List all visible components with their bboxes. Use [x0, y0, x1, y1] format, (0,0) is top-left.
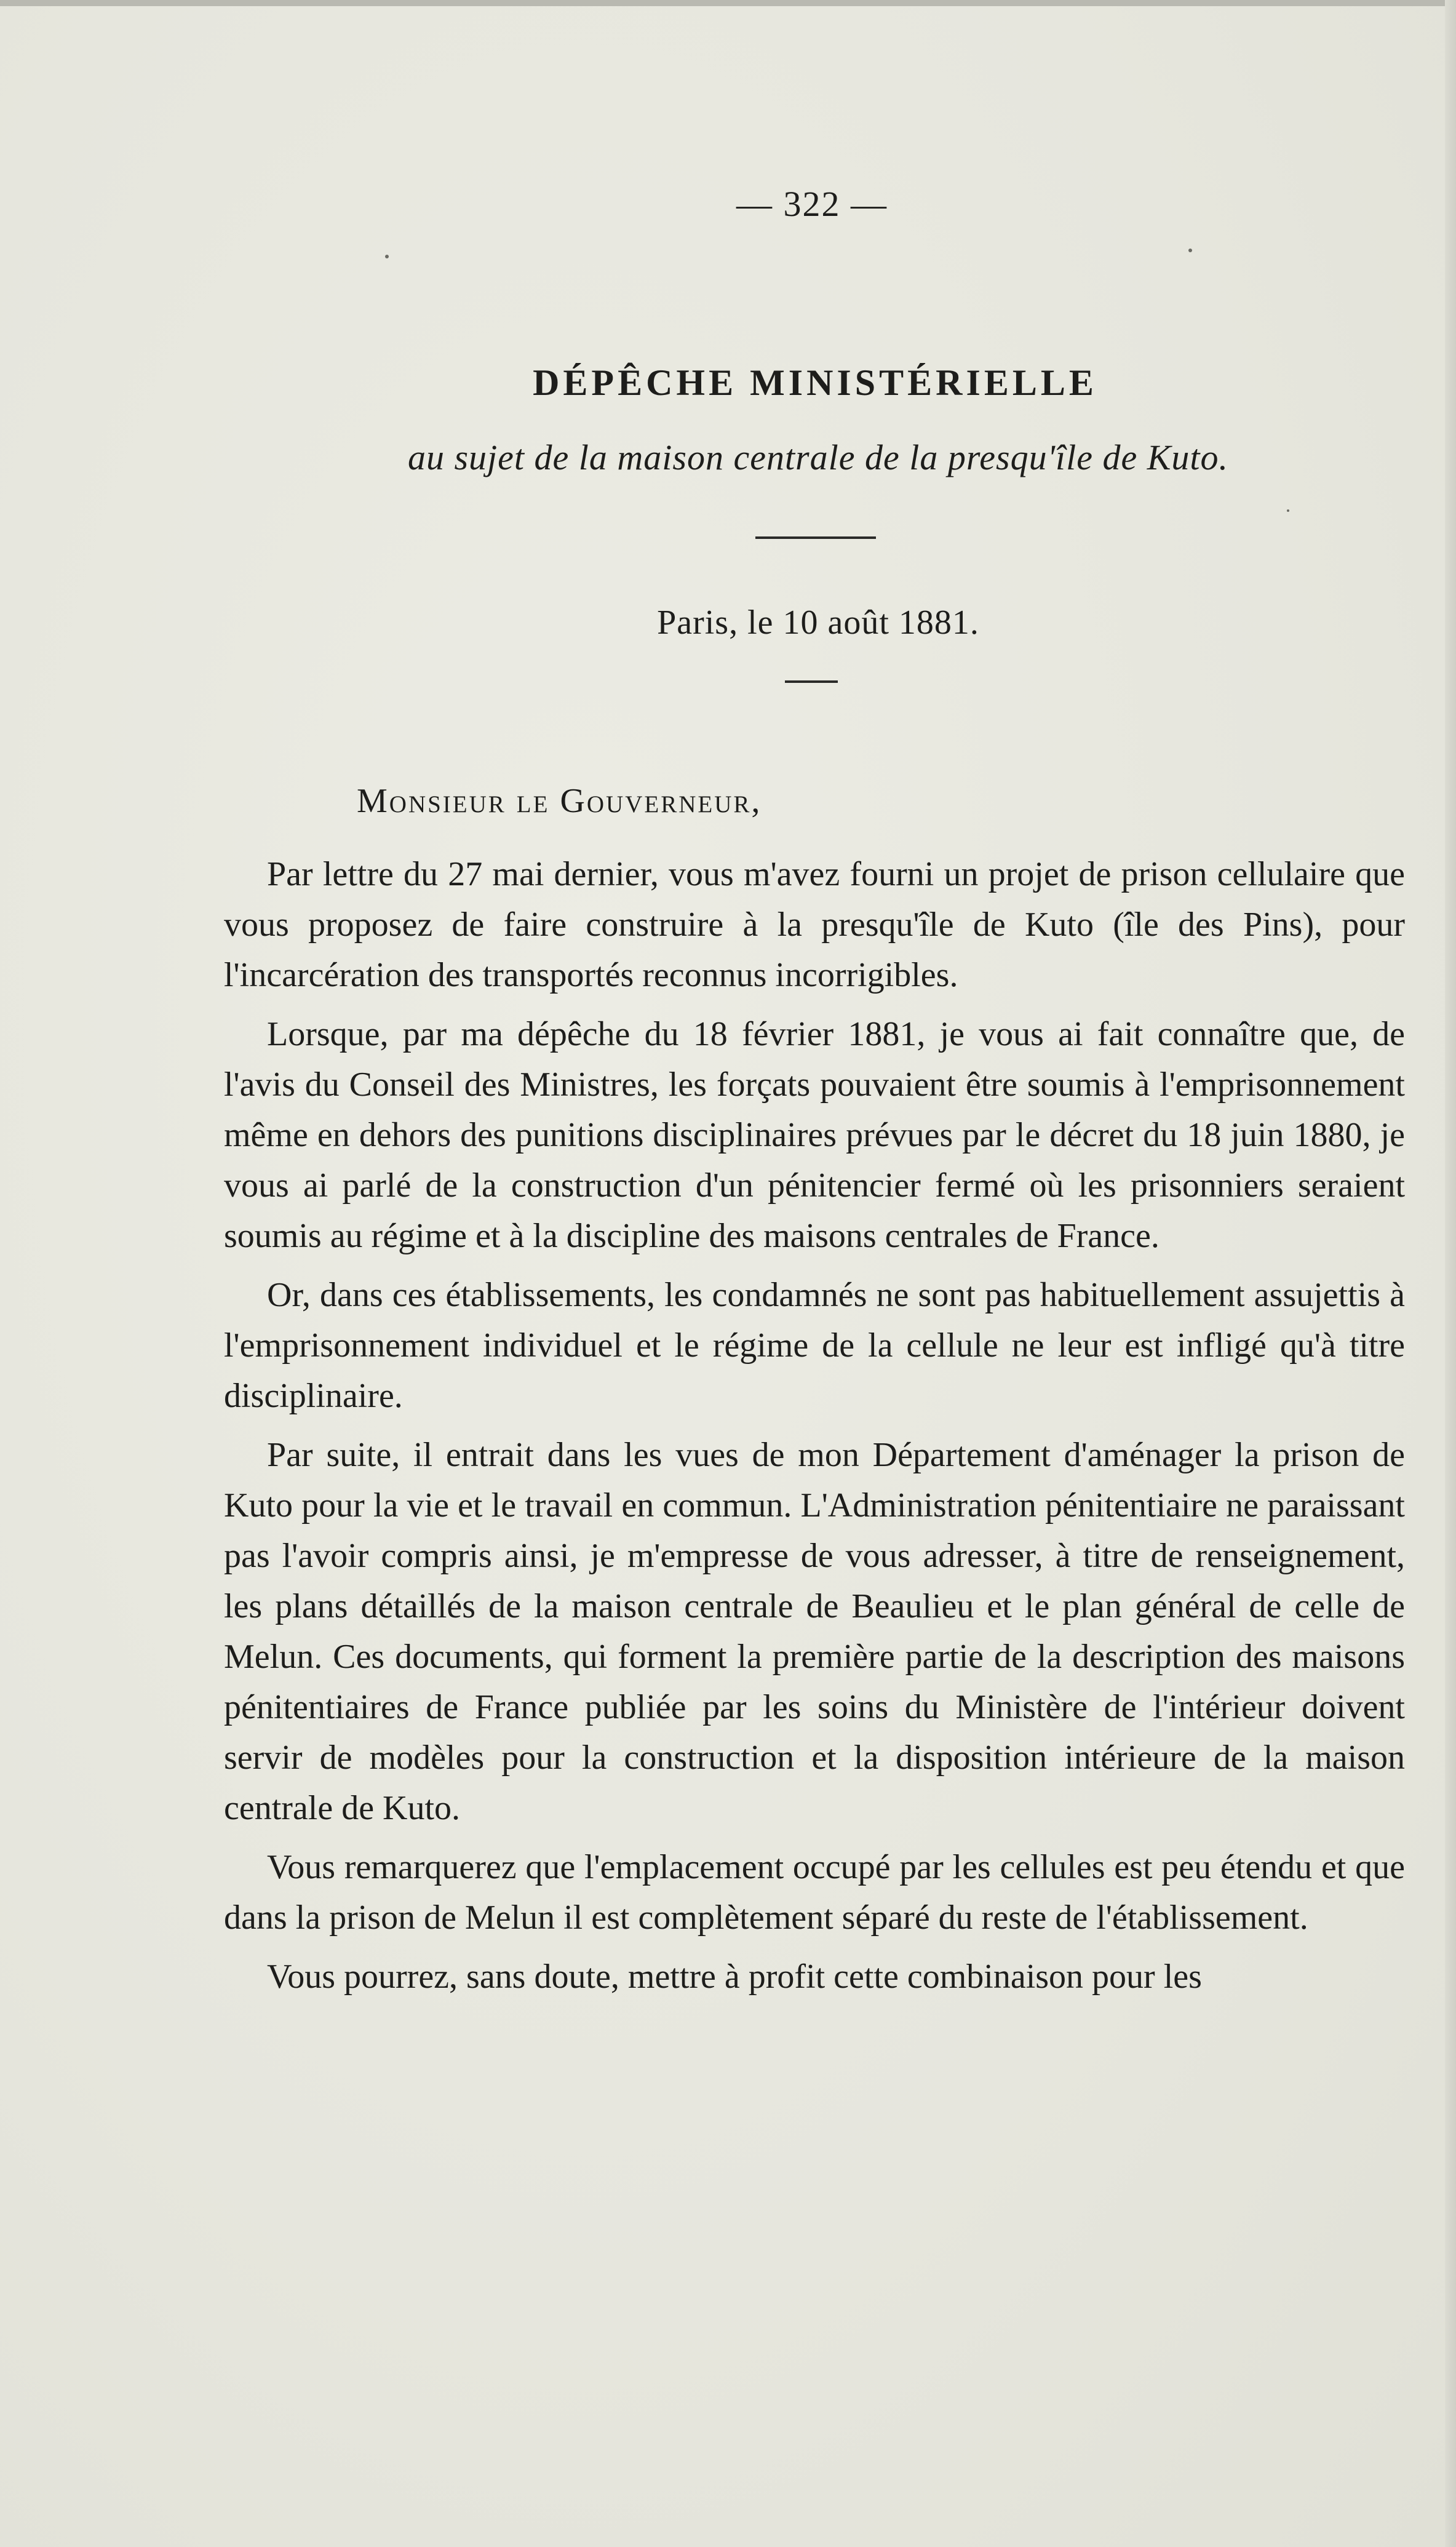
salutation: Monsieur le Gouverneur,: [357, 782, 762, 820]
paragraph: Vous remarquerez que l'emplacement occupé par les cellules est peu étendu et que dans la prison de Melun il est complètement séparé du reste de l'établissement.: [224, 1848, 1405, 1937]
paper-speck: [1188, 249, 1192, 252]
document-title: DÉPÊCHE MINISTÉRIELLE: [533, 362, 1097, 403]
dateline: Paris, le 10 août 1881.: [657, 604, 979, 642]
letter-body: [224, 849, 1405, 2011]
paragraph: Par suite, il entrait dans les vues de mon Département d'aménager la prison de Kuto pour la vie et le travail en commun. L'Administration pénitentiaire ne paraissant pas l'avoir compris ainsi, je m'empresse de vous adresser, à titre de renseignement, les plans détaillés de la maison centrale de Beaulieu et le plan général de celle de Melun. Ces documents, qui forment la première partie de la description des maisons pénitentiaires de France publiée par les soins du Ministère de l'intérieur doivent servir de modèles pour la construction et la disposition intérieure de la maison centrale de Kuto.: [224, 1436, 1405, 1827]
page-number: — 322 —: [736, 184, 888, 224]
paragraph: Vous pourrez, sans doute, mettre à profit cette combinaison pour les: [267, 1958, 1202, 1996]
paper-speck: [1287, 509, 1289, 512]
document-subtitle: au sujet de la maison centrale de la presqu'île de Kuto.: [407, 437, 1228, 477]
dateline-divider: [785, 680, 838, 683]
paragraph: Lorsque, par ma dépêche du 18 février 1881, je vous ai fait connaître que, de l'avis du Conseil des Ministres, les forçats pouvaient être soumis à l'emprisonnement même en dehors des punitions disciplinaires prévues par le décret du 18 juin 1880, je vous ai parlé de la construction d'un pénitencier fermé où les prisonniers seraient soumis au régime et à la discipline des maisons centrales de France.: [224, 1015, 1405, 1255]
title-divider: [755, 536, 876, 539]
paragraph: Par lettre du 27 mai dernier, vous m'avez fourni un projet de prison cellulaire que vous proposez de faire construire à la presqu'île de Kuto (île des Pins), pour l'incarcération des transportés reconnus incorrigibles.: [224, 855, 1405, 994]
paragraph: Or, dans ces établissements, les condamnés ne sont pas habituellement assujettis à l'emprisonnement individuel et le régime de la cellule ne leur est infligé qu'à titre disciplinaire.: [224, 1276, 1405, 1415]
paper-speck: [385, 255, 389, 258]
page-top-border: [0, 0, 1456, 6]
